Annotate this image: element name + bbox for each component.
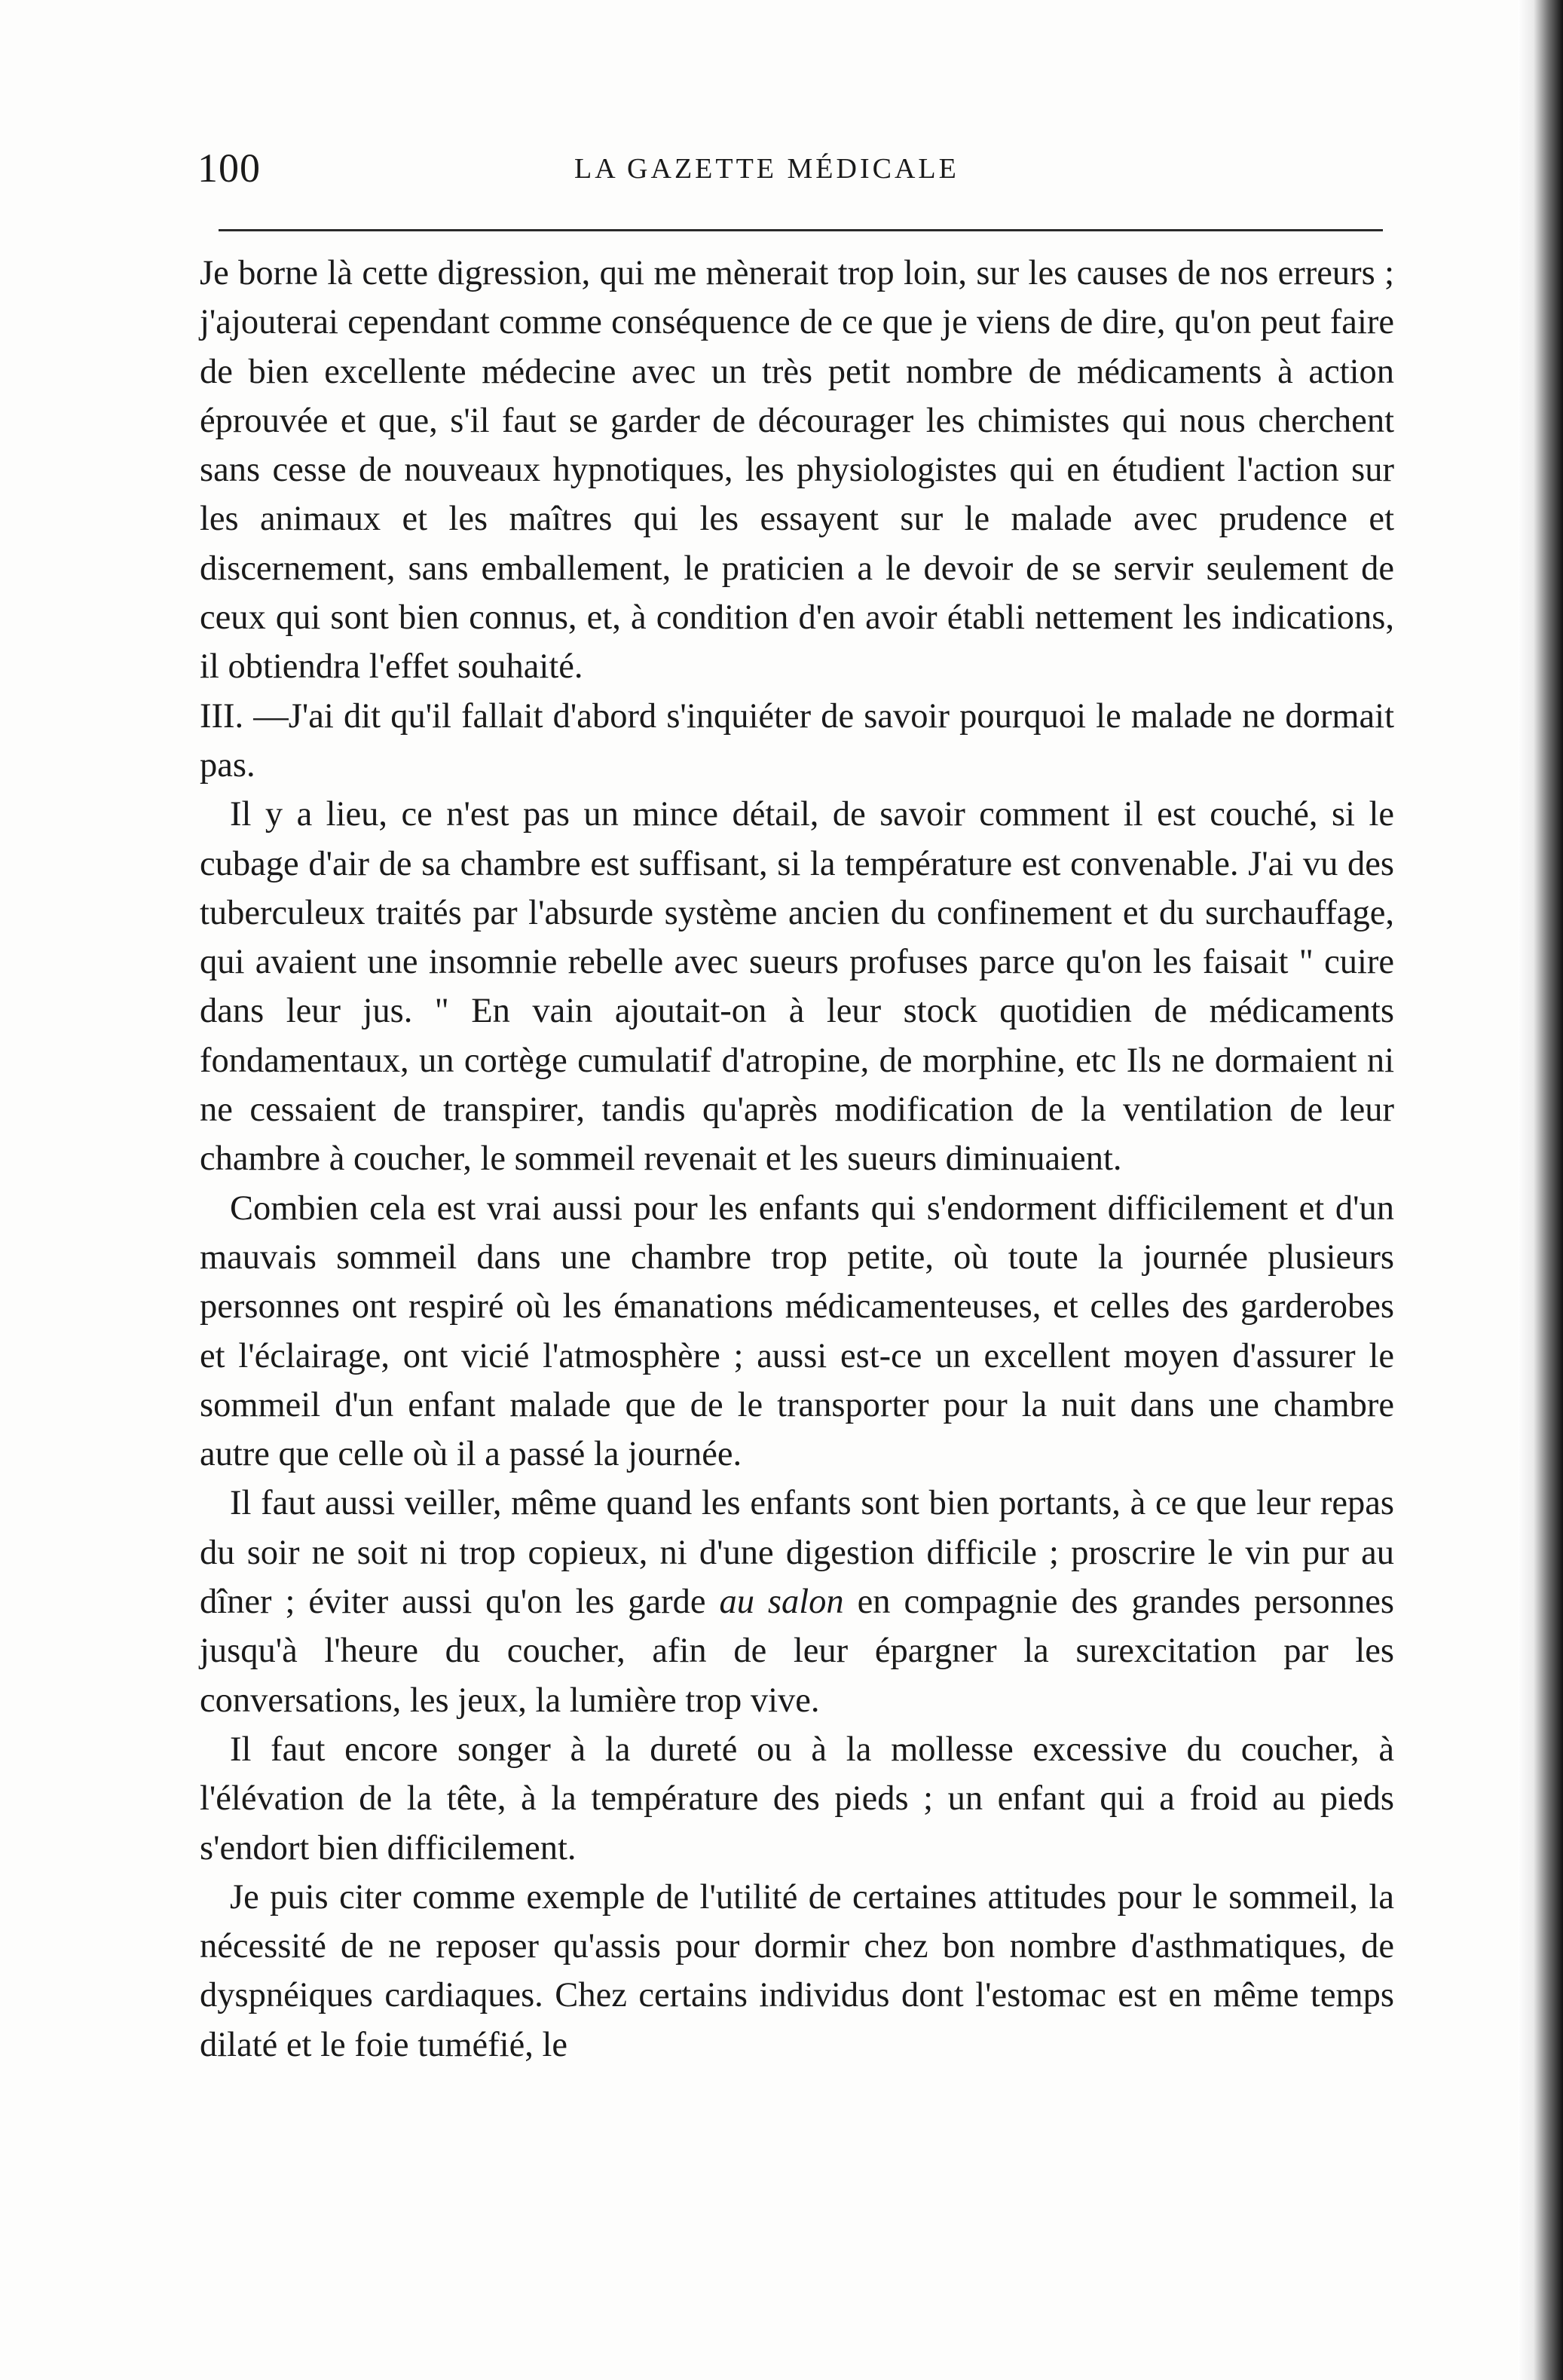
body-text <box>200 249 1394 2069</box>
paragraph-text-segment: Il faut aussi veiller, même quand les enfants sont bien portants, à ce que leur repas du soir ne soit ni trop copieux, ni d'une digestion difficile ; proscrire le vin pur au dîner ; éviter aussi qu'on les garde <box>200 1484 1394 1622</box>
paragraph: III. —J'ai dit qu'il fallait d'abord s'inquiéter de savoir pourquoi le malade ne dormait pas. <box>200 696 1394 785</box>
paragraph-text-segment: en compagnie des grandes personnes jusqu'à l'heure du coucher, afin de leur épargner la surexcitation par les conversations, les jeux, la lumière trop vive. <box>200 1583 1395 1720</box>
page-number: 100 <box>197 145 261 191</box>
paragraph: Il faut encore songer à la dureté ou à la mollesse excessive du coucher, à l'élévation de la tête, à la température des pieds ; un enfant qui a froid au pieds s'endort bien difficilement. <box>200 1730 1394 1868</box>
paragraph: Combien cela est vrai aussi pour les enfants qui s'endorment difficilement et d'un mauvais sommeil dans une chambre trop petite, où toute la journée plusieurs personnes ont respiré où les émanations médicamenteuses, et celles des garderobes et l'éclairage, ont vicié l'atmosphère ; aussi est-ce un excellent moyen d'assurer le sommeil d'un enfant malade que de le transporter pour la nuit dans une chambre autre que celle où il a passé la journée. <box>200 1188 1394 1474</box>
paragraph <box>200 1479 1394 1724</box>
binding-edge <box>1518 0 1563 2380</box>
italic-phrase: au salon <box>719 1583 844 1622</box>
paragraph: Il y a lieu, ce n'est pas un mince détail, de savoir comment il est couché, si le cubage d'air de sa chambre est suffisant, si la température est convenable. J'ai vu des tuberculeux traités par l'absurde système ancien du confinement et du surchauffage, qui avaient une insomnie rebelle avec sueurs profuses parce qu'on les faisait " cuire dans leur jus. " En vain ajoutait-on à leur stock quotidien de médicaments fondamentaux, un cortège cumulatif d'atropine, de morphine, etc Ils ne dormaient ni ne cessaient de transpirer, tandis qu'après modification de la ventilation de leur chambre à coucher, le sommeil revenait et les sueurs diminuaient. <box>200 795 1394 1179</box>
page-header <box>197 145 1392 197</box>
paragraph: Je puis citer comme exemple de l'utilité de certaines attitudes pour le sommeil, la nécessité de ne reposer qu'assis pour dormir chez bon nombre d'asthmatiques, de dyspnéiques cardiaques. Chez certains individus dont l'estomac est en même temps dilaté et le foie tuméfié, le <box>200 1877 1394 2064</box>
paragraph: Je borne là cette digression, qui me mènerait trop loin, sur les causes de nos erreurs ; j'ajouterai cependant comme conséquence de ce que je viens de dire, qu'on peut faire de bien excellente médecine avec un très petit nombre de médicaments à action éprouvée et que, s'il faut se garder de décourager les chimistes qui nous cherchent sans cesse de nouveaux hypnotiques, les physiologistes qui en étudient l'action sur les animaux et les maîtres qui les essayent sur le malade avec prudence et discernement, sans emballement, le praticien a le devoir de se servir seulement de ceux qui sont bien connus, et, à condition d'en avoir établi nettement les indications, il obtiendra l'effet souhaité. <box>200 254 1394 687</box>
running-title: LA GAZETTE MÉDICALE <box>574 153 959 185</box>
header-rule <box>219 229 1383 231</box>
